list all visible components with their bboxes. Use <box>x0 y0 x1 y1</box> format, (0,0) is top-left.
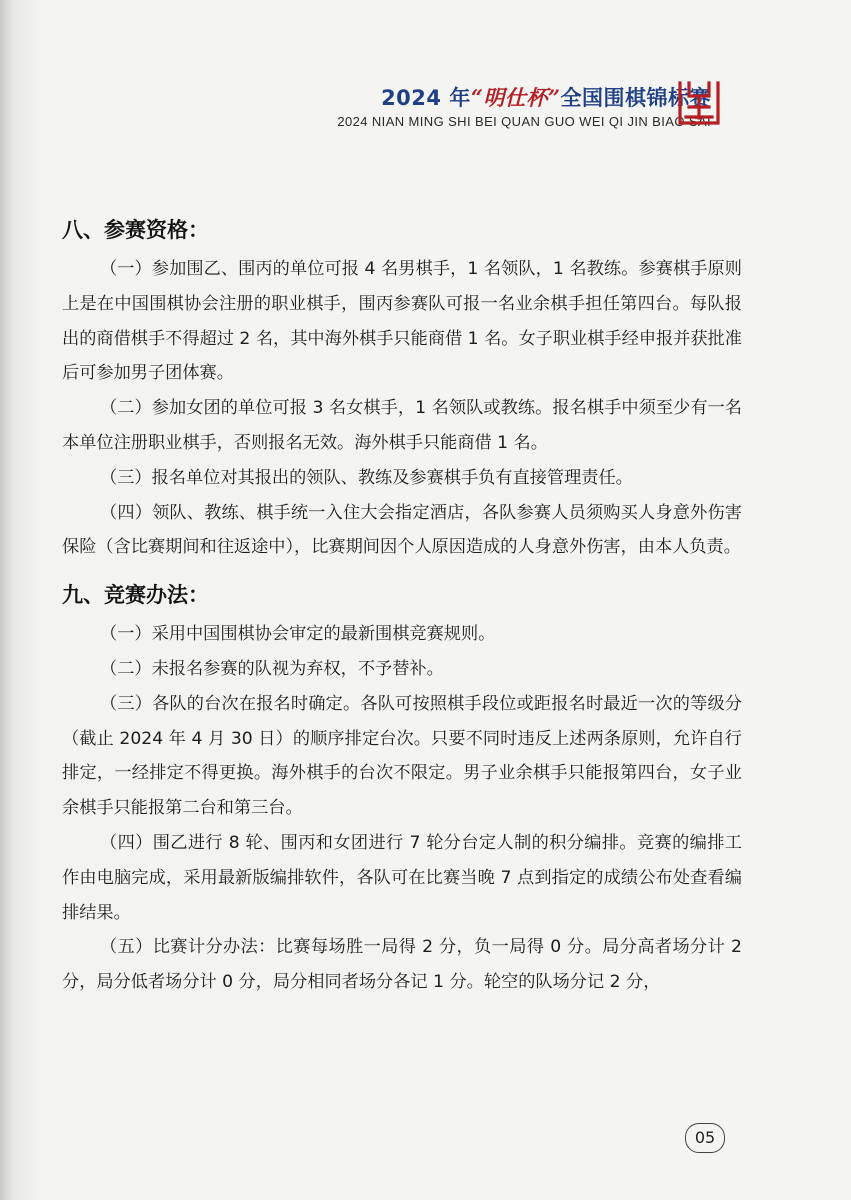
rules-clause-3: （三）各队的台次在报名时确定。各队可按照棋手段位或距报名时最近一次的等级分（截止 2024 年 4 月 30 日）的顺序排定台次。只要不同时违反上述两条原则，允许自行排定，一经排定不得更换。海外棋手的台次不限定。男子业余棋手只能报第四台，女子业余棋手只能报第二台和第三台。 <box>62 693 742 819</box>
eligibility-clause-4: （四）领队、教练、棋手统一入住大会指定酒店，各队参赛人员须购买人身意外伤害保险（含比赛期间和往返途中），比赛期间因个人原因造成的人身意外伤害，由本人负责。 <box>62 502 742 558</box>
page-number: 05 <box>685 1123 725 1153</box>
eligibility-clause-2: （二）参加女团的单位可报 3 名女棋手，1 名领队或教练。报名棋手中须至少有一名本单位注册职业棋手，否则报名无效。海外棋手只能商借 1 名。 <box>62 398 742 453</box>
rules-clause-2: （二）未报名参赛的队视为弃权，不予替补。 <box>100 658 444 679</box>
main-content <box>62 212 742 1000</box>
header-subtitle: 2024 NIAN MING SHI BEI QUAN GUO WEI QI JIN BIAO SAI <box>337 114 711 129</box>
event-logo-icon <box>677 80 721 126</box>
section-title-eligibility: 八、参赛资格： <box>62 218 209 242</box>
eligibility-clause-3: （三）报名单位对其报出的领队、教练及参赛棋手负有直接管理责任。 <box>100 467 633 488</box>
rules-clause-1: （一）采用中国围棋协会审定的最新围棋竞赛规则。 <box>100 624 496 645</box>
eligibility-clause-1: （一）参加围乙、围丙的单位可报 4 名男棋手，1 名领队，1 名教练。参赛棋手原则上是在中国围棋协会注册的职业棋手，围丙参赛队可报一名业余棋手担任第四台。每队报出的商借棋手不得超过 2 名，其中海外棋手只能商借 1 名。女子职业棋手经申报并获批准后可参加男子团体赛。 <box>62 259 742 384</box>
header-title-event: 全国围棋锦标赛 <box>560 86 711 110</box>
section-title-competition-rules: 九、竞赛办法： <box>62 583 209 608</box>
rules-clause-4: （四）围乙进行 8 轮、围丙和女团进行 7 轮分台定人制的积分编排。竞赛的编排工作由电脑完成，采用最新版编排软件，各队可在比赛当晚 7 点到指定的成绩公布处查看编排结果。 <box>62 832 742 923</box>
rules-clause-5: （五）比赛计分办法：比赛每场胜一局得 2 分，负一局得 0 分。局分高者场分计 2 分，局分低者场分计 0 分，局分相同者场分各记 1 分。轮空的队场分记 2 分， <box>62 937 742 993</box>
header-title-brand: “明仕杯” <box>470 85 561 110</box>
page-header <box>337 82 711 129</box>
header-title-year: 2024 年 <box>381 86 471 110</box>
header-title <box>337 82 711 112</box>
